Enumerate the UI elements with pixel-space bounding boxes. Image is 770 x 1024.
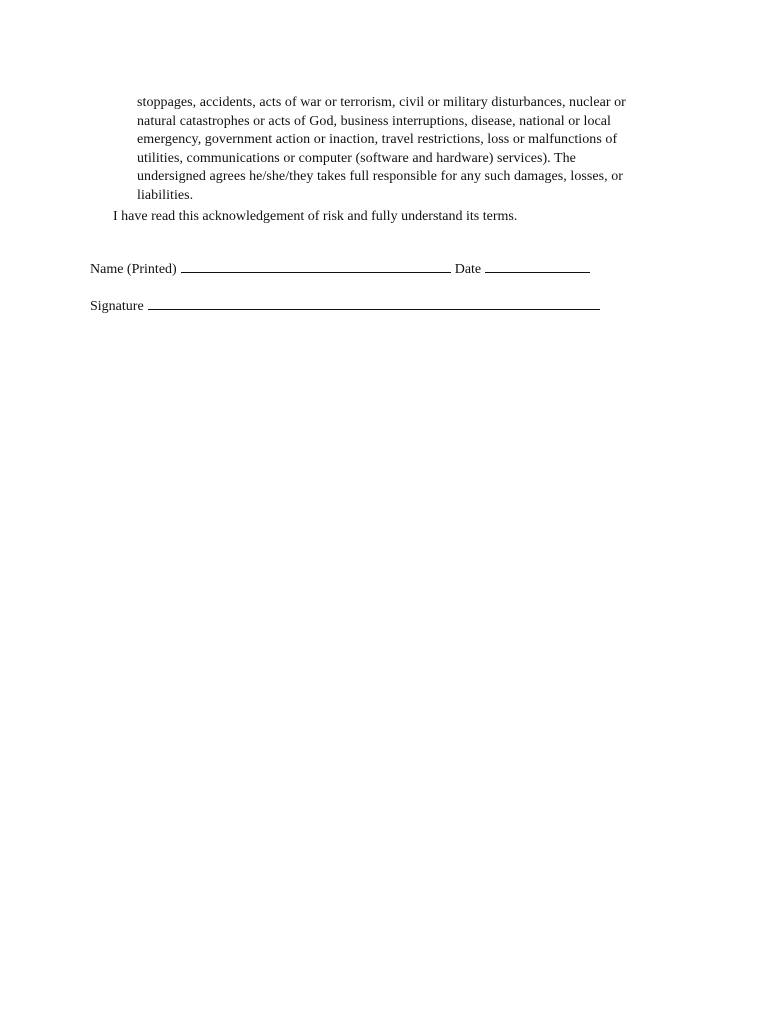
paragraph-line: undersigned agrees he/she/they takes full responsible for any such damages, losses, or (137, 169, 624, 184)
signature-label: Signature (90, 299, 144, 314)
date-field[interactable] (485, 259, 590, 273)
name-label: Name (Printed) (90, 262, 177, 277)
risk-paragraph (137, 94, 697, 205)
paragraph-line: natural catastrophes or acts of God, business interruptions, disease, national or local (137, 113, 611, 129)
date-label: Date (454, 262, 482, 277)
signature-field[interactable] (148, 296, 600, 310)
paragraph-line: stoppages, accidents, acts of war or terrorism, civil or military disturbances, nuclear or (137, 95, 626, 110)
name-printed-field[interactable] (181, 259, 451, 273)
name-date-row (90, 259, 590, 279)
signature-row (90, 296, 600, 316)
paragraph-line: liabilities. (137, 187, 194, 203)
acknowledgement-statement: I have read this acknowledgement of risk and fully understand its terms. (113, 209, 518, 224)
paragraph-line: utilities, communications or computer (software and hardware) services). The (137, 150, 576, 166)
paragraph-line: emergency, government action or inaction, travel restrictions, loss or malfunctions of (137, 132, 618, 147)
